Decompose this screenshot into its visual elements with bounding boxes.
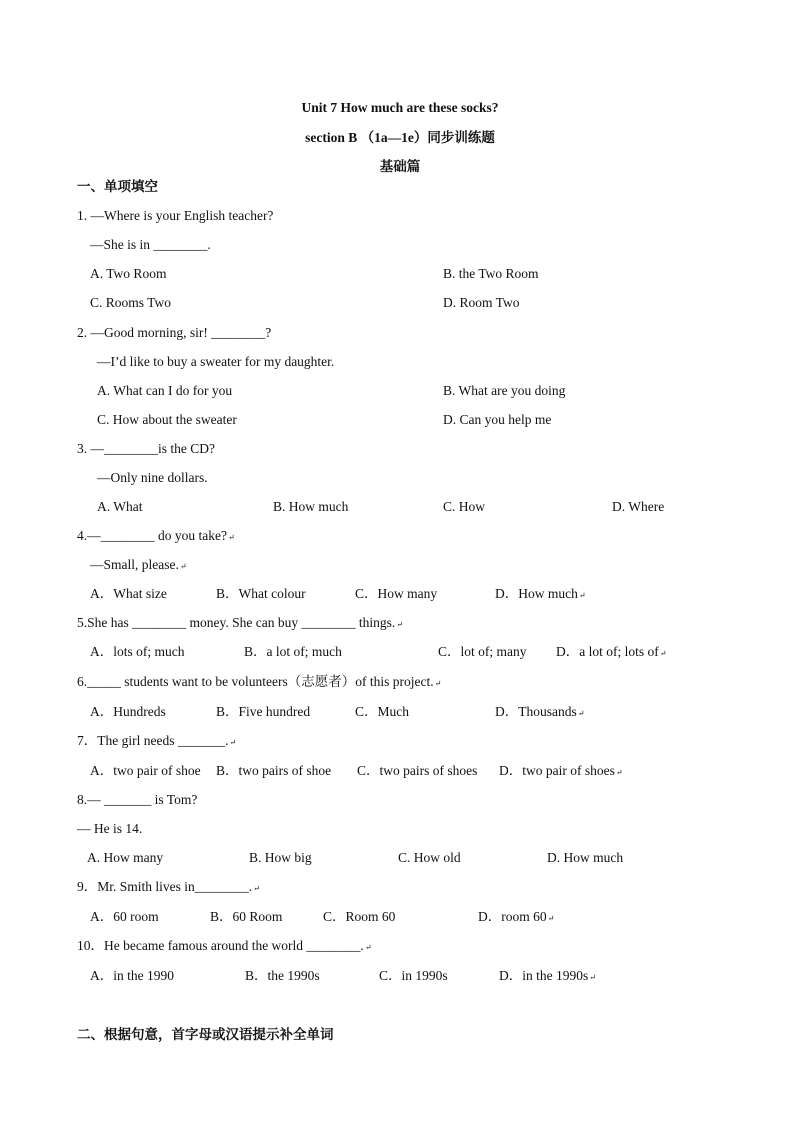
question-7-option-c: C．two pairs of shoes xyxy=(357,763,478,778)
question-3-option-c: C. How xyxy=(443,499,486,514)
paragraph-mark: ↵ xyxy=(179,562,187,571)
question-2-option-b: B. What are you doing xyxy=(443,383,566,398)
question-6-option-c: C．Much xyxy=(355,704,409,719)
question-9-text: 9．Mr. Smith lives in________. xyxy=(77,879,253,894)
question-7-text: 7．The girl needs _______. xyxy=(77,733,229,748)
question-10-text: 10．He became famous around the world ________. xyxy=(77,938,364,953)
question-6-option-d: D．Thousands xyxy=(495,704,577,719)
paragraph-mark: ↵ xyxy=(229,738,237,747)
paragraph-mark: ↵ xyxy=(227,533,235,542)
question-8-option-c: C. How old xyxy=(398,850,461,865)
question-5-option-a: A．lots of; much xyxy=(90,644,185,659)
page-subtitle: section B （1a—1e）同步训练题 xyxy=(305,130,495,145)
paragraph-mark: ↵ xyxy=(434,679,442,688)
paragraph-mark: ↵ xyxy=(364,943,372,952)
question-2-option-a: A. What can I do for you xyxy=(97,383,233,398)
question-3-answer: —Only nine dollars. xyxy=(97,470,208,485)
question-10-option-a: A．in the 1990 xyxy=(90,968,174,983)
paragraph-mark: ↵ xyxy=(578,591,586,600)
question-8-text: 8.— _______ is Tom? xyxy=(77,792,198,807)
paragraph-mark: ↵ xyxy=(577,709,585,718)
question-2-text: 2. —Good morning, sir! ________? xyxy=(77,325,272,340)
paragraph-mark: ↵ xyxy=(547,914,555,923)
question-9-option-d: D．room 60 xyxy=(478,909,547,924)
question-4-option-d: D．How much xyxy=(495,586,578,601)
question-8-option-b: B. How big xyxy=(249,850,312,865)
question-6-text: 6._____ students want to be volunteers（志愿者）of this project. xyxy=(77,674,434,689)
section-heading-1: 一、单项填空 xyxy=(77,179,158,194)
question-3-text: 3. —________is the CD? xyxy=(77,441,215,456)
question-1-answer: —She is in ________. xyxy=(90,237,211,252)
question-8-option-d: D. How much xyxy=(547,850,624,865)
level-label: 基础篇 xyxy=(379,159,421,174)
paragraph-mark: ↵ xyxy=(615,768,623,777)
question-5-option-d: D．a lot of; lots of xyxy=(556,644,659,659)
question-5-option-c: C．lot of; many xyxy=(438,644,527,659)
question-5-text: 5.She has ________ money. She can buy ________ things. xyxy=(77,615,396,630)
page-title: Unit 7 How much are these socks? xyxy=(301,100,499,115)
question-4-option-c: C．How many xyxy=(355,586,438,601)
question-6-option-b: B．Five hundred xyxy=(216,704,311,719)
question-1-option-c: C. Rooms Two xyxy=(90,295,171,310)
question-7-option-d: D．two pair of shoes xyxy=(499,763,615,778)
paragraph-mark: ↵ xyxy=(589,973,596,982)
section-heading-2: 二、根据句意，首字母或汉语提示补全单词 xyxy=(77,1027,334,1042)
question-1-option-b: B. the Two Room xyxy=(443,266,539,281)
paragraph-mark: ↵ xyxy=(253,884,260,893)
question-8-answer: — He is 14. xyxy=(77,821,143,836)
question-4-text: 4.—________ do you take? xyxy=(77,528,227,543)
paragraph-mark: ↵ xyxy=(659,649,667,658)
paragraph-mark: ↵ xyxy=(396,620,403,629)
question-3-option-a: A. What xyxy=(97,499,143,514)
question-3-option-d: D. Where xyxy=(612,499,665,514)
question-7-option-a: A．two pair of shoe xyxy=(90,763,201,778)
question-5-option-b: B．a lot of; much xyxy=(244,644,342,659)
question-10-option-b: B．the 1990s xyxy=(245,968,320,983)
question-6-option-a: A．Hundreds xyxy=(90,704,166,719)
question-1-option-d: D. Room Two xyxy=(443,295,520,310)
question-7-option-b: B．two pairs of shoe xyxy=(216,763,332,778)
question-10-option-d: D．in the 1990s xyxy=(499,968,589,983)
question-1-text: 1. —Where is your English teacher? xyxy=(77,208,274,223)
question-4-option-a: A．What size xyxy=(90,586,167,601)
question-2-option-d: D. Can you help me xyxy=(443,412,552,427)
question-1-option-a: A. Two Room xyxy=(90,266,167,281)
question-2-option-c: C. How about the sweater xyxy=(97,412,237,427)
question-3-option-b: B. How much xyxy=(273,499,349,514)
question-2-answer: —I’d like to buy a sweater for my daughter. xyxy=(97,354,335,369)
question-9-option-a: A．60 room xyxy=(90,909,159,924)
question-9-option-c: C．Room 60 xyxy=(323,909,396,924)
question-10-option-c: C．in 1990s xyxy=(379,968,448,983)
question-4-answer: —Small, please. xyxy=(90,557,179,572)
question-4-option-b: B．What colour xyxy=(216,586,306,601)
question-8-option-a: A. How many xyxy=(87,850,164,865)
question-9-option-b: B．60 Room xyxy=(210,909,283,924)
